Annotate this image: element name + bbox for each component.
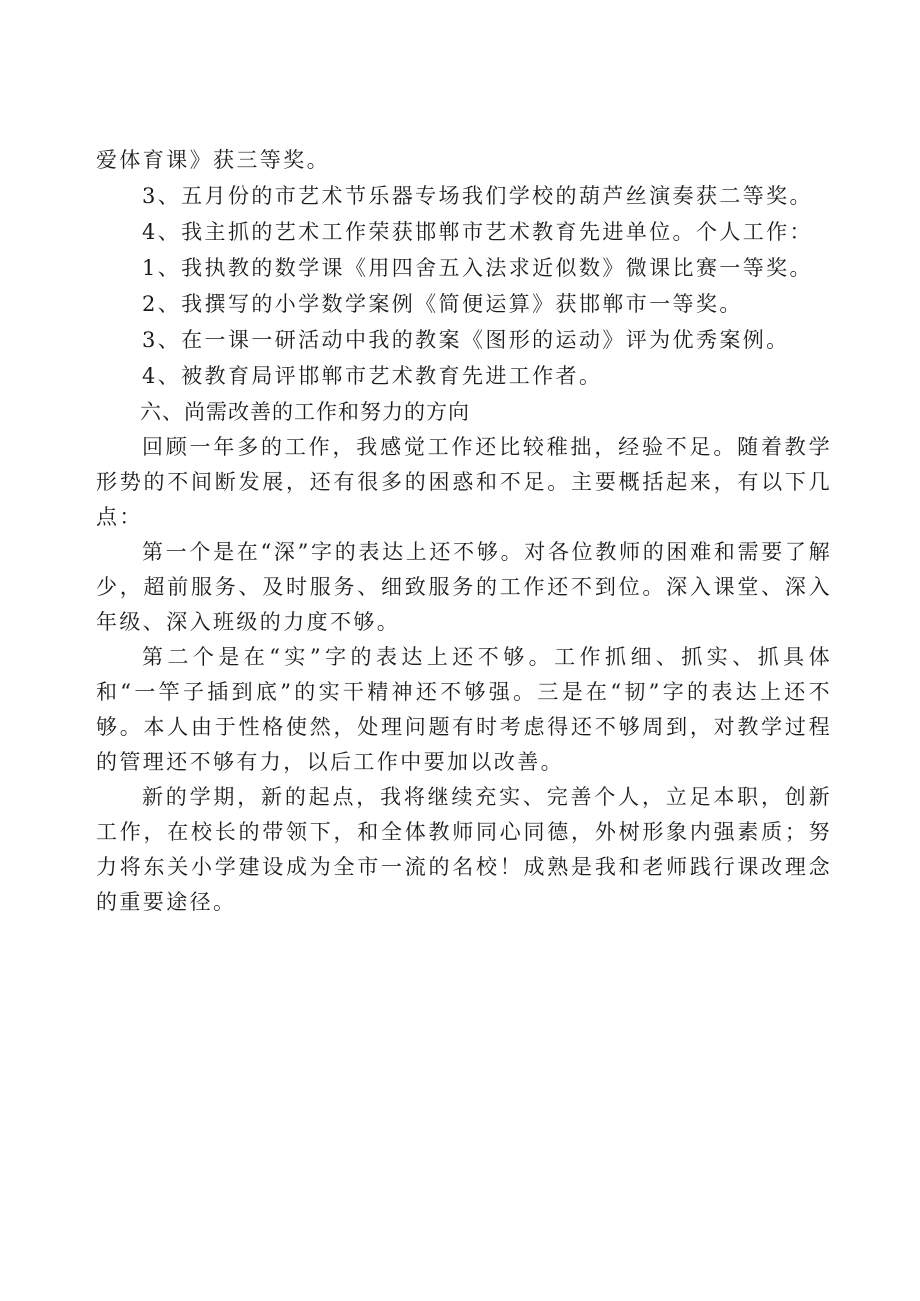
list-item-unit-3: 3、五月份的市艺术节乐器专场我们学校的葫芦丝演奏获二等奖。: [142, 184, 813, 208]
paragraph-review: 回顾一年多的工作，我感觉工作还比较稚拙，经验不足。随着教学形势的不间断发展，还有很多的困惑和不足。主要概括起来，有以下几点：: [96, 435, 832, 529]
document-page: [96, 142, 832, 920]
paragraph-second-point: 第二个是在“实”字的表达上还不够。工作抓细、抓实、抓具体和“一竿子插到底”的实干精神还不够强。三是在“韧”字的表达上还不够。本人由于性格使然，处理问题有时考虑得还不够周到，对教学过程的管理还不够有力，以后工作中要加以改善。: [96, 645, 832, 774]
list-item-personal-3: 3、在一课一研活动中我的教案《图形的运动》评为优秀案例。: [142, 328, 790, 352]
list-item-personal-2: 2、我撰写的小学数学案例《简便运算》获邯郸市一等奖。: [142, 292, 743, 316]
paragraph-first-point: 第一个是在“深”字的表达上还不够。对各位教师的困难和需要了解少，超前服务、及时服务、细致服务的工作还不到位。深入课堂、深入年级、深入班级的力度不够。: [96, 540, 832, 634]
list-item-unit-4: 4、我主抓的艺术工作荣获邯郸市艺术教育先进单位。个人工作：: [142, 220, 813, 244]
list-item-personal-4: 4、被教育局评邯郸市艺术教育先进工作者。: [142, 364, 603, 388]
paragraph-new-term: 新的学期，新的起点，我将继续充实、完善个人，立足本职，创新工作，在校长的带领下，和全体教师同心同德，外树形象内强素质；努力将东关小学建设成为全市一流的名校！成熟是我和老师践行课改理念的重要途径。: [96, 785, 832, 914]
section-heading: 六、尚需改善的工作和努力的方向: [140, 400, 470, 424]
text-line-continuation: 爱体育课》获三等奖。: [96, 148, 330, 172]
list-item-personal-1: 1、我执教的数学课《用四舍五入法求近似数》微课比赛一等奖。: [142, 256, 813, 280]
